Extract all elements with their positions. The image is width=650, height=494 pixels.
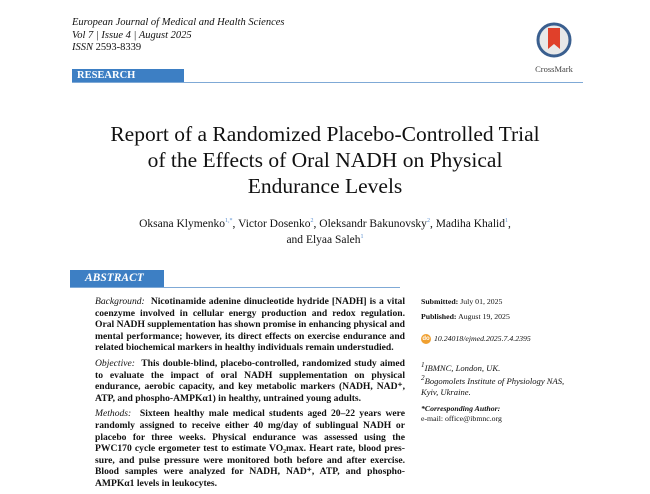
journal-info xyxy=(72,17,284,55)
author-list: Oksana Klymenko$^{1,*}$, Victor Dosenko$^2$, Oleksandr Bakunovsky$^2$, Madiha Khalid$^1$, and Elyaa Saleh$^1$ xyxy=(139,217,511,247)
article-title: Report of a Randomized Placebo-Controlled Trial of the Effects of Oral NADH on Physical Endurance Levels xyxy=(110,122,540,198)
author[interactable]: Victor Dosenko xyxy=(238,217,311,230)
doi-link[interactable]: 10.24018/ejmed.2025.7.4.2395 xyxy=(434,334,531,343)
doi[interactable] xyxy=(421,334,531,344)
abstract-background: Background: Nicotinamide adenine dinucleotide hydride [NADH] is a vital coenzyme involved in cellular energy production and redox regulation. Oral NADH supplementation has shown promise in enhancing physical and mental performance; however, its direct effects on exercise endurance and related biochemical markers in healthy individuals remain understudied. xyxy=(95,296,405,354)
divider xyxy=(72,82,583,83)
article-type-badge: RESEARCH ARTICLE xyxy=(72,69,184,83)
journal-name: European Journal of Medical and Health Sciences xyxy=(72,17,285,28)
abstract-objective: Objective: This double-blind, placebo-controlled, randomized study aimed to evaluate the impact of oral NADH supplementation on physical endurance, aerobic capacity, and key metabolic markers (NADH, NAD⁺, ATP, and phospho-AMPKα1) in healthy, untrained young adults. xyxy=(95,357,405,404)
abstract-methods: Methods: Sixteen healthy male medical students aged 20–22 years were randomly assigned to receive either 40 mg/day of sublingual NADH or placebo for three weeks. Physical endurance was assessed using the PWC170 cycle ergometer test to estimate VO₂max. Heart rate, blood pres-sure, and pulse pressure were monitored both before and after exercise. Blood samples were analyzed for NADH, NAD⁺, ATP, and phospho-AMPKα1 levels in leukocytes. xyxy=(95,408,406,489)
author[interactable]: Elyaa Saleh xyxy=(305,234,361,247)
abstract-body xyxy=(95,296,405,494)
crossmark-label: CrossMark xyxy=(535,64,573,74)
divider xyxy=(70,287,400,288)
published-date: Published: August 19, 2025 xyxy=(421,312,510,321)
doi-icon: do xyxy=(422,336,430,343)
issn: ISSN 2593-8339 xyxy=(72,42,142,53)
submitted-date: Submitted: July 01, 2025 xyxy=(421,297,503,306)
corresponding-author: *Corresponding Author: e-mail: office@ibmnc.org xyxy=(421,404,502,423)
author[interactable]: Oksana Klymenko xyxy=(139,217,226,230)
abstract-heading: ABSTRACT xyxy=(70,270,164,287)
volume-issue: Vol 7 | Issue 4 | August 2025 xyxy=(72,29,192,41)
email[interactable]: e-mail: office@ibmnc.org xyxy=(421,414,502,423)
affiliations: $^1$IBMNC, London, UK. $^2$Bogomolets Institute of Physiology NAS, Kyiv, Ukraine. xyxy=(421,361,565,397)
author[interactable]: Oleksandr Bakunovsky xyxy=(319,217,427,230)
crossmark-icon xyxy=(536,22,572,58)
crossmark-logo[interactable] xyxy=(532,22,576,74)
author[interactable]: Madiha Khalid xyxy=(435,217,505,230)
